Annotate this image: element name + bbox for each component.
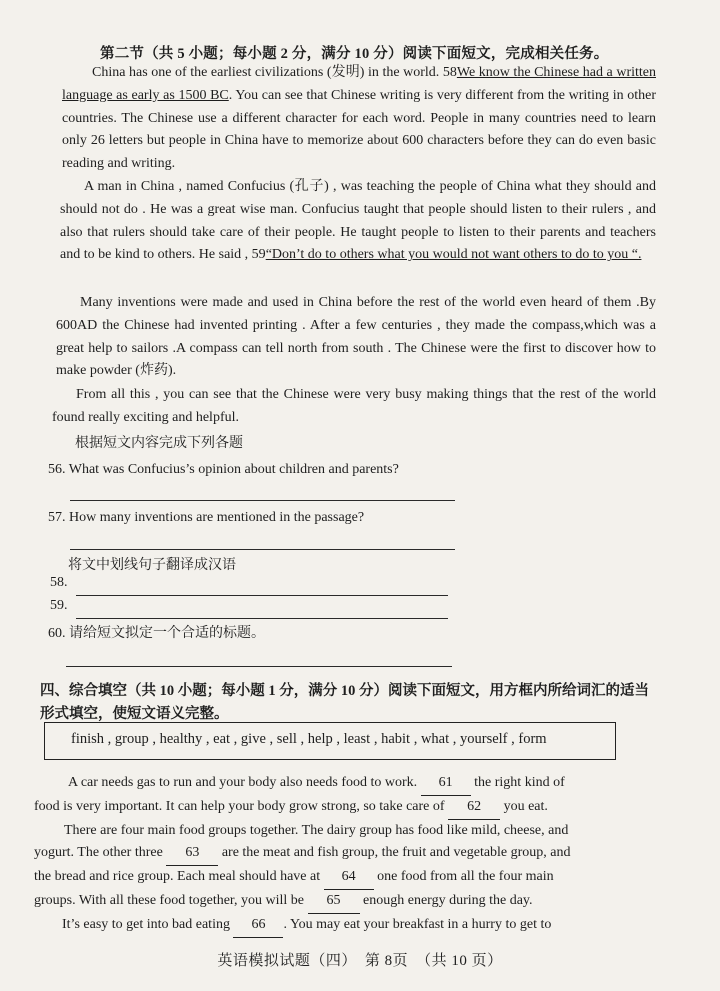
cloze-passage [34,772,656,938]
cloze-line: A car needs gas to run and your body also needs food to work. 61 the right kind of [34,772,656,796]
cloze-line: There are four main food groups together. The dairy group has food like mild, cheese, and [64,822,569,838]
word-box: finish , group , healthy , eat , give , sell , help , least , habit , what , yourself , form [44,722,616,760]
cloze-line: yogurt. The other three 63 are the meat and fish group, the fruit and vegetable group, and [34,842,656,866]
answer-line-60[interactable] [66,666,452,667]
answer-line-58[interactable] [76,595,448,596]
passage-paragraph-1 [62,62,656,176]
underlined-sentence-58: We know the Chinese had a written language as early as 1500 BC [62,65,656,103]
question-58-label: 58. [50,575,68,590]
answer-line-57[interactable] [70,549,455,550]
underlined-sentence-59: “Don’t do to others what you would not want others to do to you “. [265,247,642,263]
page-footer: 英语模拟试题（四） 第 8页 （共 10 页） [217,953,503,969]
blank-66[interactable]: 66 [233,914,283,938]
blank-65[interactable]: 65 [308,890,360,914]
passage-paragraph-2 [60,176,656,267]
blank-63[interactable]: 63 [166,842,218,866]
passage-text: China has one of the earliest civilizations (发明) in the world. 58 [92,65,457,80]
cloze-line: the bread and rice group. Each meal should have at 64 one food from all the four main [34,866,656,890]
section4-heading: 四、综合填空（共 10 小题；每小题 1 分，满分 10 分）阅读下面短文，用方框内所给词汇的适当形式填空，使短文语义完整。 [40,683,649,722]
section-heading: 第二节（共 5 小题；每小题 2 分，满分 10 分）阅读下面短文，完成相关任务。 [100,46,609,62]
question-57: 57. How many inventions are mentioned in the passage? [48,510,365,525]
instruction-answer-questions: 根据短文内容完成下列各题 [75,436,243,451]
cloze-line: food is very important. It can help your body grow strong, so take care of 62 you eat. [34,796,656,820]
passage-paragraph-3: Many inventions were made and used in China before the rest of the world even heard of them .By 600AD the Chinese had invented printing . After a few centuries , they made the compass,which was a great help to sailors .A compass can tell north from south . The Chinese were the first to discover how to make powder (炸药). [56,295,656,379]
question-59-label: 59. [50,598,68,613]
passage-text: . You can see that Chinese writing is very different from the writing in other countries. The Chinese use a different character for each word. People in many countries need to learn only 26 letters but people in China have to memorize about 600 characters before they can do even basic reading and writing. [62,87,656,172]
answer-line-56[interactable] [70,500,455,501]
instruction-translate: 将文中划线句子翻译成汉语 [68,558,236,573]
blank-62[interactable]: 62 [448,796,500,820]
cloze-line: groups. With all these food together, you will be 65 enough energy during the day. [34,890,656,914]
blank-64[interactable]: 64 [324,866,374,890]
passage-paragraph-4: From all this , you can see that the Chinese were very busy making things that the rest of the world found really exciting and helpful. [52,387,656,425]
passage-text: A man in China , named Confucius (孔子) , was teaching the people of China what they should and should not do . He was a great wise man. Confucius taught that people should listen to their rulers , and also that rulers should take care of their people. He taught people to listen to their parents and teachers and to be kind to others. He said , 59 [60,179,656,263]
blank-61[interactable]: 61 [421,772,471,796]
question-60: 60. 请给短文拟定一个合适的标题。 [48,626,265,641]
answer-line-59[interactable] [76,618,448,619]
cloze-line: It’s easy to get into bad eating 66 . You may eat your breakfast in a hurry to get to [34,914,656,938]
question-56: 56. What was Confucius’s opinion about children and parents? [48,462,399,477]
